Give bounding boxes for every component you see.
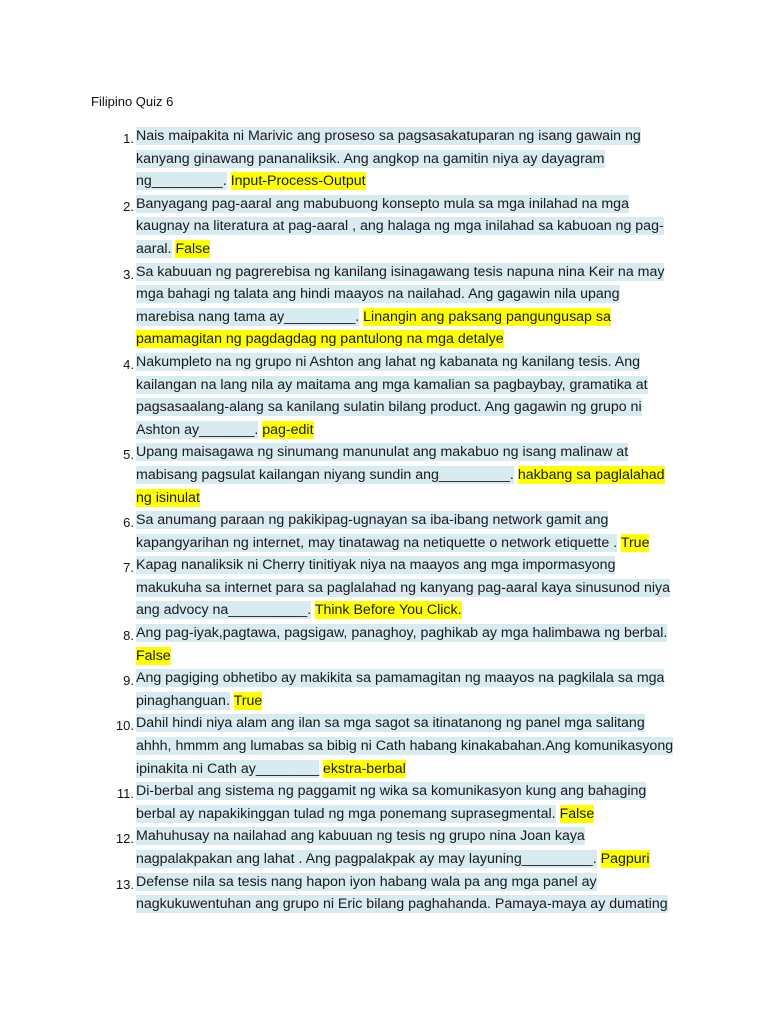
question-item [0, 667, 768, 712]
question-list [0, 125, 768, 916]
question-item [0, 622, 768, 667]
question-text: Ang pagiging obhetibo ay makikita sa pamamagitan ng maayos na pagkilala sa mga pinaghanguan. [136, 670, 665, 709]
question-text: Upang maisagawa ng sinumang manunulat ang makabuo ng isang malinaw at mabisang pagsulat kailangan niyang sundin ang_________. [136, 444, 629, 483]
question-item [0, 712, 768, 780]
question-number: 7. [123, 560, 134, 576]
question-number: 3. [123, 266, 134, 282]
question-number: 9. [123, 673, 134, 689]
highlighted-answer: Think Before You Click. [314, 602, 462, 619]
question-number: 10. [115, 718, 134, 734]
question-item [0, 125, 768, 193]
question-item [0, 780, 768, 825]
question-text: Nakumpleto na ng grupo ni Ashton ang lahat ng kabanata ng kanilang tesis. Ang kailangan na lang nila ay maitama ang mga kamalian sa pagbaybay, gramatika at pagsasaalang-alang sa kanilang sulatin bilang product. Ang gagawin ng grupo ni Ashton ay_______. [136, 353, 648, 438]
question-text: Mahuhusay na nailahad ang kabuuan ng tesis ng grupo nina Joan kaya nagpalakpakan ang lahat . Ang pagpalakpak ay may layuning_________. [136, 828, 597, 867]
question-text: Sa kabuuan ng pagrerebisa ng kanilang isinagawang tesis napuna nina Keir na may mga bahagi ng talata ang hindi maayos na nailahad. Ang gagawin nila upang marebisa nang tama ay_________. [136, 263, 665, 325]
question-text: Banyagang pag-aaral ang mabubuong konsepto mula sa mga inilahad na mga kaugnay na literatura at pag-aaral , ang halaga ng mga inilahad sa kabuoan ng pag-aaral. [136, 195, 664, 257]
question-text: Nais maipakita ni Marivic ang proseso sa pagsasakatuparan ng isang gawain ng kanyang ginawang pananaliksik. Ang angkop na gamitin niya ay dayagram ng_________. [136, 128, 641, 190]
highlighted-answer: True [233, 692, 263, 709]
question-text: Kapag nanaliksik ni Cherry tinitiyak niya na maayos ang mga impormasyong makukuha sa internet para sa paglalahad ng kanyang pag-aaral kaya sinusunod niya ang advocy na__________. [136, 557, 670, 619]
question-number: 11. [116, 786, 134, 802]
question-item [0, 509, 768, 554]
highlighted-answer: hakbang sa paglalahad ng isinulat [136, 466, 665, 506]
question-number: 6. [123, 515, 134, 531]
question-item [0, 825, 768, 870]
question-item [0, 193, 768, 261]
question-item [0, 554, 768, 622]
question-item [0, 261, 768, 351]
question-text: Dahil hindi niya alam ang ilan sa mga sagot sa itinatanong ng panel mga salitang ahhh, hmmm ang lumabas sa bibig ni Cath habang kinakabahan.Ang komunikasyong ipinakita ni Cath ay________ [136, 715, 674, 777]
question-number: 1. [123, 131, 134, 146]
question-item [0, 871, 768, 916]
question-number: 2. [123, 198, 134, 214]
question-item [0, 441, 768, 509]
question-number: 12. [115, 831, 134, 847]
question-text: Sa anumang paraan ng pakikipag-ugnayan sa iba-ibang network gamit ang kapangyarihan ng internet, may tinatawag na netiquette o network etiquette . [136, 512, 618, 551]
highlighted-answer: Linangin ang paksang pangungusap sa pamamagitan ng pagdagdag ng pantulong na mga detalye [136, 308, 611, 348]
question-number: 4. [123, 356, 134, 372]
question-text: Di-berbal ang sistema ng paggamit ng wika sa komunikasyon kung ang bahaging berbal ay napakikinggan tulad ng mga ponemang suprasegmental. [136, 783, 647, 822]
question-item [0, 351, 768, 441]
question-number: 8. [123, 628, 134, 644]
highlighted-answer: True [620, 534, 650, 551]
question-number: 5. [123, 447, 134, 463]
document-title: Filipino Quiz 6 [91, 94, 174, 109]
question-number: 13. [115, 876, 134, 892]
highlighted-answer: False [175, 240, 211, 257]
highlighted-answer: Pagpuri [600, 851, 650, 867]
highlighted-answer: Input-Process-Output [230, 173, 366, 190]
question-text: Defense nila sa tesis nang hapon iyon habang wala pa ang mga panel ay nagkukuwentuhan ang grupo ni Eric bilang paghahanda. Pamaya-maya ay dumating [136, 873, 668, 913]
highlighted-answer: False [559, 805, 595, 822]
question-text: Ang pag-iyak,pagtawa, pagsigaw, panaghoy, paghikab ay mga halimbawa ng berbal. [136, 625, 668, 642]
highlighted-answer: ekstra-berbal [322, 760, 406, 777]
highlighted-answer: False [136, 647, 171, 664]
highlighted-answer: pag-edit [262, 421, 314, 438]
